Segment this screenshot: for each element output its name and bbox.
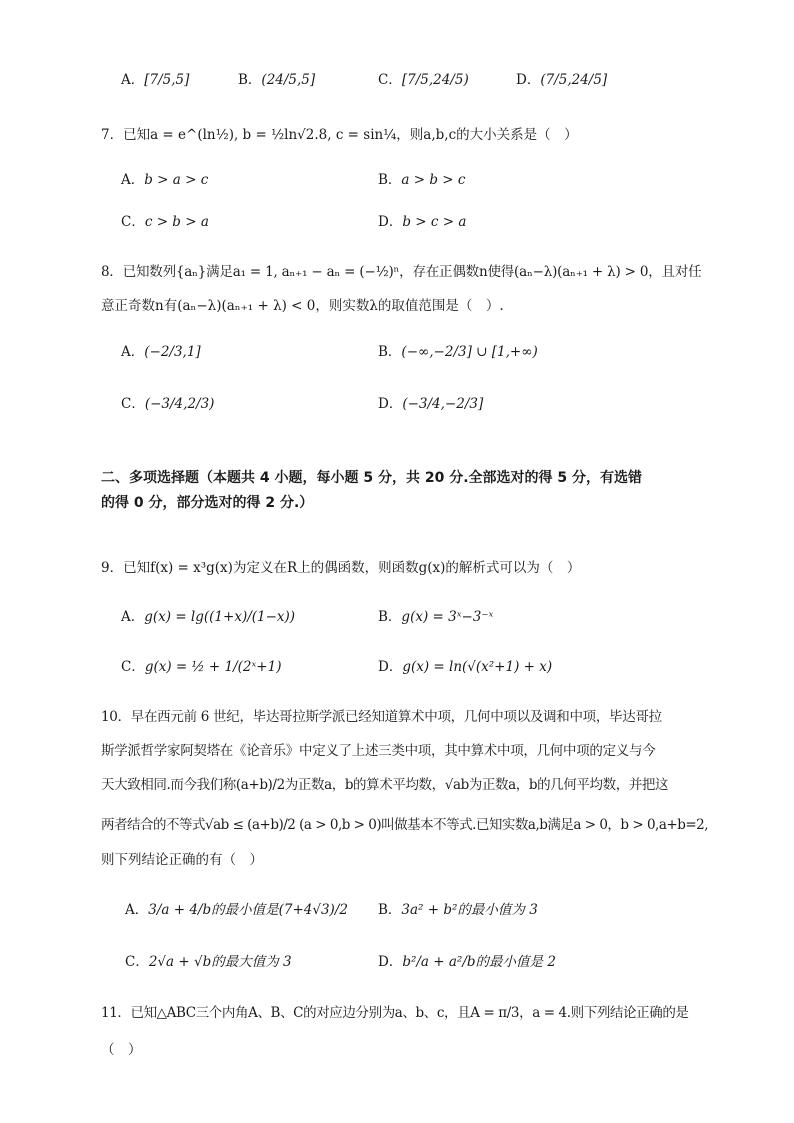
option-label: D． [378, 396, 403, 412]
option-text: (24/5,5] [261, 72, 316, 88]
option-text: 3a² + b²的最小值为 3 [401, 902, 538, 918]
option-text: c > b > a [144, 214, 209, 230]
q10-line-3: 天大致相同.而今我们称(a+b)/2为正数a，b的算术平均数，√ab为正数a，b的几何平均数，并把这 [101, 777, 669, 793]
option-text: [7/5,5] [144, 72, 190, 88]
q8-stem-line-2: 意正奇数n有(aₙ−λ)(aₙ₊₁ + λ) < 0，则实数λ的取值范围是（ ）. [101, 298, 504, 314]
q9-stem: 9．已知f(x) = x³g(x)为定义在R上的偶函数，则函数g(x)的解析式可以为（ ） [101, 560, 581, 576]
q7-option-b [378, 170, 465, 190]
q10-line-2: 斯学派哲学家阿契塔在《论音乐》中定义了上述三类中项，其中算术中项，几何中项的定义与今 [101, 743, 656, 759]
option-text: b²/a + a²/b的最小值是 2 [402, 954, 556, 970]
option-text: (−∞,−2/3] ∪ [1,+∞) [401, 344, 538, 360]
q9-option-b [378, 607, 493, 627]
option-text: g(x) = lg((1+x)/(1−x)) [144, 609, 296, 625]
option-label: C． [121, 214, 145, 230]
q7-option-a [121, 170, 208, 190]
option-text: 2√a + √b的最大值为 3 [148, 954, 292, 970]
option-label: A． [121, 609, 145, 625]
option-label: B． [378, 172, 402, 188]
q8-option-c [121, 394, 214, 414]
option-text: (−3/4,−2/3] [402, 396, 484, 412]
section-heading-line-1: 二、多项选择题（本题共 4 小题，每小题 5 分，共 20 分.全部选对的得 5 分，有选错 [101, 470, 643, 486]
option-text: g(x) = ½ + 1/(2ˣ+1) [144, 659, 282, 675]
q8-option-b [378, 342, 538, 362]
option-label: B． [378, 609, 402, 625]
q9-option-d [378, 657, 552, 677]
option-text: 3/a + 4/b的最小值是(7+4√3)/2 [148, 902, 348, 918]
option-label: A． [125, 902, 149, 918]
option-label: A． [121, 72, 145, 88]
option-label: A． [121, 344, 145, 360]
q7-stem: 7．已知a = e^(ln½), b = ½ln√2.8, c = sin¼，则a,b,c的大小关系是（ ） [101, 127, 578, 143]
q6-option-c [378, 70, 469, 90]
option-label: C． [121, 396, 145, 412]
option-label: B． [238, 72, 262, 88]
option-text: [7/5,24/5) [401, 72, 469, 88]
q10-option-c [125, 952, 292, 972]
option-text: a > b > c [401, 172, 466, 188]
option-label: B． [378, 344, 402, 360]
q7-option-c [121, 212, 209, 232]
q8-option-a [121, 342, 201, 362]
option-label: D． [516, 72, 541, 88]
q8-stem-line-1: 8．已知数列{aₙ}满足a₁ = 1, aₙ₊₁ − aₙ = (−½)ⁿ，存在正偶数n使得(aₙ−λ)(aₙ₊₁ + λ) > 0，且对任 [101, 264, 702, 280]
q10-line-1: 10．早在西元前 6 世纪，毕达哥拉斯学派已经知道算术中项，几何中项以及调和中项，毕达哥拉 [101, 709, 662, 725]
q9-option-c [121, 657, 281, 677]
option-label: C． [378, 72, 402, 88]
q6-option-a [121, 70, 189, 90]
q7-option-d [378, 212, 466, 232]
section-heading-line-2: 的得 0 分，部分选对的得 2 分.） [101, 495, 314, 511]
q10-line-5: 则下列结论正确的有（ ） [101, 852, 263, 868]
q10-option-a [125, 900, 348, 920]
q8-option-d [378, 394, 483, 414]
option-text: (−3/4,2/3) [144, 396, 215, 412]
option-label: B． [378, 902, 402, 918]
option-label: C． [125, 954, 149, 970]
option-text: g(x) = 3ˣ−3⁻ˣ [401, 609, 494, 625]
q6-option-d [516, 70, 607, 90]
option-label: A． [121, 172, 145, 188]
q10-line-4: 两者结合的不等式√ab ≤ (a+b)/2 (a > 0,b > 0)叫做基本不等式.已知实数a,b满足a > 0，b > 0,a+b=2, [101, 817, 709, 833]
option-text: b > a > c [144, 172, 209, 188]
option-label: D． [378, 659, 403, 675]
option-label: C． [121, 659, 145, 675]
option-label: D． [378, 954, 403, 970]
q10-option-b [378, 900, 538, 920]
option-text: b > c > a [402, 214, 467, 230]
option-text: (−2/3,1] [144, 344, 201, 360]
q11-line-1: 11．已知△ABC三个内角A、B、C的对应边分别为a、b、c，且A = π/3，a = 4.则下列结论正确的是 [101, 1005, 689, 1021]
q10-option-d [378, 952, 556, 972]
option-text: g(x) = ln(√(x²+1) + x) [402, 659, 553, 675]
option-text: (7/5,24/5] [540, 72, 608, 88]
q6-option-b [238, 70, 315, 90]
option-label: D． [378, 214, 403, 230]
q11-line-2: （ ） [101, 1042, 142, 1058]
q9-option-a [121, 607, 295, 627]
